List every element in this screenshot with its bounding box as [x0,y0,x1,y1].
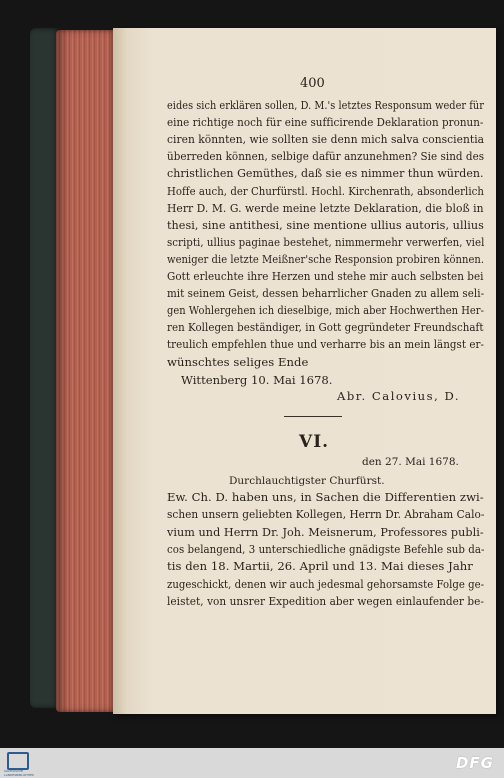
library-logo[interactable] [4,750,35,777]
text-line: treulich empfehlen thue und verharre bis an mein längst er- [167,337,484,352]
text-line: weniger die letzte Meißner'sche Responsion probiren können. [167,251,485,266]
salutation: Durchlauchtigster Churfürst. [229,475,385,487]
text-line: Hoffe auch, der Churfürstl. Hochl. Kirchenrath, absonderlich [167,183,484,198]
text-line: überreden können, selbige dafür anzunehmen? Sie sind des [167,149,485,164]
viewer-footer [0,748,504,778]
page-number: 400 [300,76,325,91]
text-line: ciren könnten, wie sollten sie denn mich salva conscientia [167,132,485,147]
text-line: tis den 18. Martii, 26. April und 13. Mai dieses Jahr [167,559,473,574]
section-divider [284,416,342,417]
text-line: Gott erleuchte ihre Herzen und stehe mir auch selbsten bei [167,269,484,283]
letter-date: den 27. Mai 1678. [362,456,459,468]
text-line: scripti, ullius paginae bestehet, nimmermehr verwerfen, viel [167,234,485,249]
text-line: thesi, sine antithesi, sine mentione ullius autoris, ullius [167,217,484,232]
book-page [113,28,496,714]
text-line: Ew. Ch. D. haben uns, in Sachen die Differentien zwi- [167,490,484,504]
text-line: Herr D. M. G. werde meine letzte Deklaration, die bloß in [167,200,484,215]
signature-place-date: Wittenberg 10. Mai 1678. [181,373,333,387]
signature-name: Abr. Calovius, D. [337,389,461,403]
text-line: gen Wohlergehen ich dieselbige, mich aber Hochwerthen Her- [167,303,484,318]
section-number: VI. [299,432,330,452]
library-logo-text: SÄCHSISCHE LANDESBIBLIOTHEK [4,769,35,777]
text-line: eides sich erklären sollen, D. M.'s letztes Responsum weder für [167,98,484,112]
library-logo-icon [7,752,29,770]
text-line: leistet, von unsrer Expedition aber wegen einlaufender be- [167,593,485,608]
text-line: cos belangend, 3 unterschiedliche gnädigste Befehle sub da- [167,541,485,556]
text-line: schen unsern geliebten Kollegen, Herrn Dr. Abraham Calo- [167,507,485,522]
text-line: mit seinem Geist, dessen beharrlicher Gnaden zu allem seli- [167,286,485,301]
page-edges [56,30,114,712]
text-line: eine richtige noch für eine sufficirende Deklaration pronun- [167,115,484,130]
text-line: christlichen Gemüthes, daß sie es nimmer thun würden. [167,166,484,181]
text-line: ren Kollegen beständiger, in Gott gegründeter Freundschaft [167,320,484,335]
dfg-logo[interactable]: DFG [455,754,494,772]
text-line: zugeschickt, denen wir auch jedesmal gehorsamste Folge ge- [167,576,485,591]
text-line: wünschtes seliges Ende [167,354,309,369]
text-line: vium und Herrn Dr. Joh. Meisnerum, Professores publi- [167,524,484,539]
